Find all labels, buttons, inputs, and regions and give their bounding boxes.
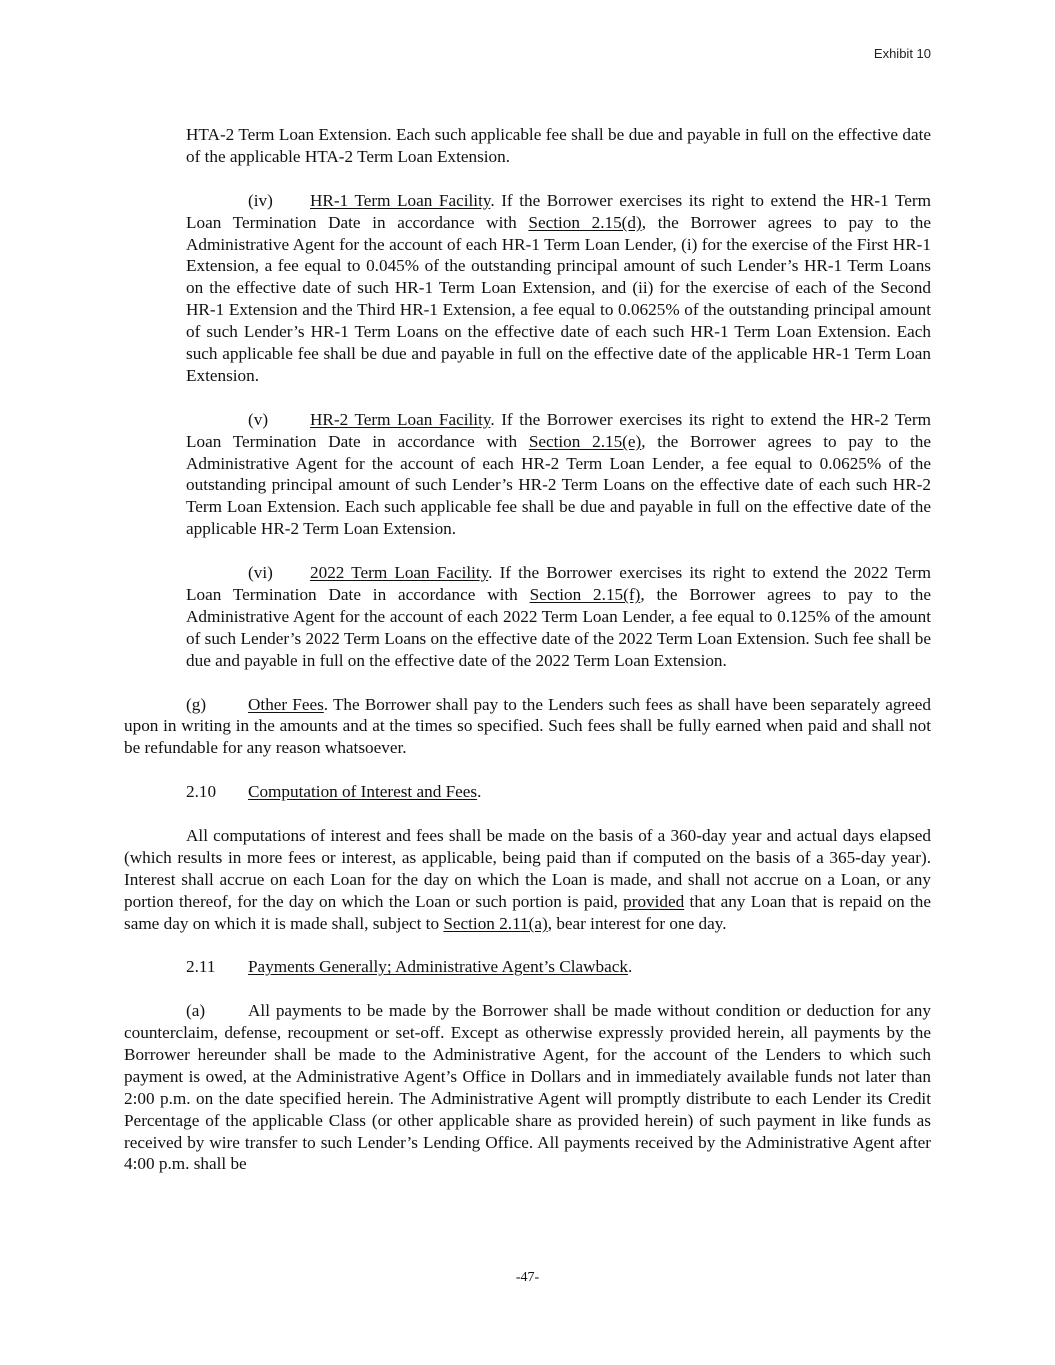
paragraph-hta2-continuation: [186, 124, 931, 168]
paragraph-iv: [186, 190, 931, 387]
paragraph-text: HTA-2 Term Loan Extension. Each such applicable fee shall be due and payable in full on the effective date of the applicable HTA-2 Term Loan Extension.: [186, 125, 931, 166]
section-reference: Section 2.15(f): [529, 584, 641, 604]
section-title: Computation of Interest and Fees: [248, 782, 478, 802]
section-reference: Section 2.11(a): [443, 913, 548, 933]
clause-heading: Other Fees: [248, 694, 324, 714]
section-heading-2-11: [186, 956, 931, 978]
section-number: 2.11: [186, 957, 216, 977]
clause-label: (iv): [248, 190, 273, 210]
section-heading-2-10: [186, 781, 931, 803]
paragraph-text: . If the Borrower exercises its right to extend the HR-1 Term Loan Termination Date in accordance with: [186, 190, 931, 232]
paragraph-text: . If the Borrower exercises its right to extend the HR-2 Term Loan Termination Date in accordance with: [186, 409, 931, 451]
page-number: -47-: [515, 1270, 540, 1285]
section-reference: Section 2.15(d): [528, 212, 642, 232]
document-body: [124, 124, 931, 1197]
paragraph-text: , the Borrower agrees to pay to the Administrative Agent for the account of each HR-1 Term Loan Lender, (i) for the exercise of the First HR-1 Extension, a fee equal to 0.045% of the outstanding principal amount of such Lender’s HR-1 Term Loans on the effective date of such HR-1 Term Loan Extension, and (ii) for the exercise of each of the Second HR-1 Extension and the Third HR-1 Extension, a fee equal to 0.0625% of the outstanding principal amount of such Lender’s HR-1 Term Loans on the effective date of each such HR-1 Term Loan Extension. Each such applicable fee shall be due and payable in full on the effective date of the applicable HR-1 Term Loan Extension.: [186, 212, 931, 385]
paragraph-g: [124, 694, 931, 760]
paragraph-2-11-a: [124, 1000, 931, 1175]
paragraph-text: , bear interest for one day.: [547, 913, 727, 933]
provided-term: provided: [623, 891, 685, 911]
section-title: Payments Generally; Administrative Agent’s Clawback: [248, 957, 628, 977]
paragraph-text: that any Loan that is repaid on the same day on which it is made shall, subject to: [124, 891, 931, 933]
paragraph-text: , the Borrower agrees to pay to the Administrative Agent for the account of each HR-2 Term Loan Lender, a fee equal to 0.0625% of the outstanding principal amount of such Lender’s HR-2 Term Loans on the effective date of each such HR-2 Term Loan Extension. Each such applicable fee shall be due and payable in full on the effective date of the applicable HR-2 Term Loan Extension.: [186, 431, 931, 539]
paragraph-text: All payments to be made by the Borrower shall be made without condition or deduction for any counterclaim, defense, recoupment or set-off. Except as otherwise expressly provided herein, all payments by the Borrower hereunder shall be made to the Administrative Agent, for the account of the Lenders to which such payment is owed, at the Administrative Agent’s Office in Dollars and in immediately available funds not later than 2:00 p.m. on the date specified herein. The Administrative Agent will promptly distribute to each Lender its Credit Percentage of the applicable Class (or other applicable share as provided herein) of such payment in like funds as received by wire transfer to such Lender’s Lending Office. All payments received by the Administrative Agent after 4:00 p.m. shall be: [124, 1001, 931, 1174]
section-title-period: .: [627, 957, 633, 977]
paragraph-v: [186, 409, 931, 540]
paragraph-text: , the Borrower agrees to pay to the Administrative Agent for the account of each 2022 Term Loan Lender, a fee equal to 0.125% of the amount of such Lender’s 2022 Term Loans on the effective date of the 2022 Term Loan Extension. Such fee shall be due and payable in full on the effective date of the 2022 Term Loan Extension.: [186, 584, 931, 670]
section-title-period: .: [477, 782, 482, 802]
paragraph-text: . If the Borrower exercises its right to extend the 2022 Term Loan Termination Date in accordance with: [186, 563, 931, 604]
clause-heading: HR-2 Term Loan Facility: [310, 409, 491, 429]
section-number: 2.10: [186, 782, 217, 802]
clause-heading: HR-1 Term Loan Facility: [310, 190, 491, 210]
clause-label: (g): [186, 694, 207, 714]
paragraph-text: . The Borrower shall pay to the Lenders such fees as shall have been separately agreed upon in writing in the amounts and at the times so specified. Such fees shall be fully earned when paid and shall not be refundable for any reason whatsoever.: [124, 694, 932, 758]
paragraph-text: All computations of interest and fees shall be made on the basis of a 360-day year and actual days elapsed (which results in more fees or interest, as applicable, being paid than if computed on the basis of a 365-day year). Interest shall accrue on each Loan for the day on which the Loan is made, and shall not accrue on a Loan, or any portion thereof, for the day on which the Loan or such portion is paid,: [124, 825, 931, 911]
paragraph-vi: [186, 562, 931, 672]
clause-label: (vi): [248, 563, 273, 583]
paragraph-2-10: [124, 825, 931, 935]
clause-label: (a): [186, 1001, 206, 1021]
clause-heading: 2022 Term Loan Facility: [310, 563, 489, 583]
exhibit-label: Exhibit 10: [873, 46, 931, 61]
section-reference: Section 2.15(e): [528, 431, 642, 451]
clause-label: (v): [248, 409, 269, 429]
